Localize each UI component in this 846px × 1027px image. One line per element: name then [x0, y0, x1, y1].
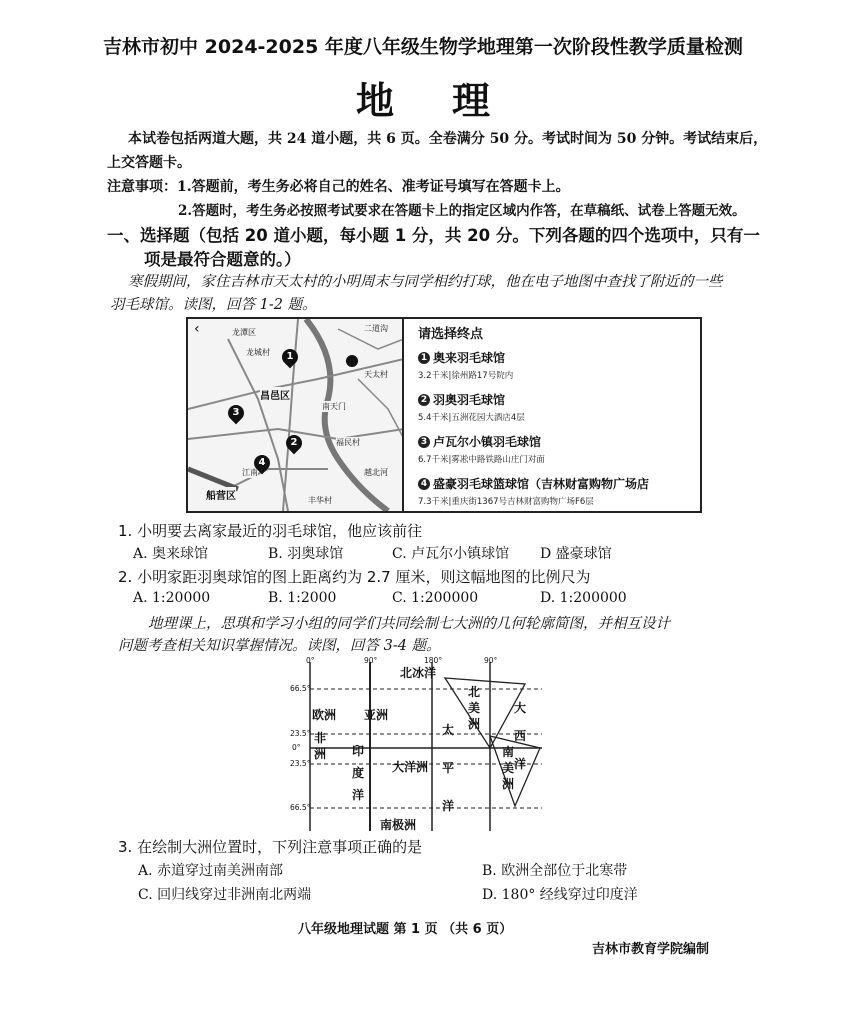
map-label: 越北河 [364, 468, 388, 477]
lon-label: 90° [484, 656, 498, 665]
map-label: 天太村 [364, 370, 388, 379]
map-pin-4[interactable]: 4 [251, 452, 274, 475]
map-label: 龙潭区 [232, 328, 256, 337]
street-map-roads [188, 319, 404, 511]
note-1: 注意事项：1.答题前，考生务必将自己的姓名、准考证号填写在答题卡上。 [107, 179, 570, 195]
destination-name: 奥来羽毛球馆 [433, 351, 506, 365]
map-label: 福民村 [336, 438, 360, 447]
destination-item[interactable] [418, 391, 525, 423]
q3-option-c[interactable]: C. 回归线穿过非洲南北两端 [138, 887, 312, 903]
number-badge: 4 [418, 478, 430, 490]
number-badge: 3 [418, 436, 430, 448]
q1-option-a[interactable]: A. 奥来球馆 [133, 546, 209, 562]
map-pin-3[interactable]: 3 [225, 402, 248, 425]
region-label: 非洲 [314, 731, 327, 761]
number-badge: 2 [418, 394, 430, 406]
region-label: 太平洋 [442, 723, 455, 813]
region-label: 大洋洲 [392, 760, 429, 774]
destination-name: 羽奥羽毛球馆 [433, 393, 506, 407]
intro2-line1: 地理课上，思琪和学习小组的同学们共同绘制七大洲的几何轮廓简图，并相互设计 [148, 616, 670, 632]
chevron-left-icon[interactable]: ‹ [194, 321, 200, 337]
destination-name: 盛豪羽毛球篮球馆（吉林财富购物广场店 [433, 477, 650, 491]
lon-label: 90° [364, 656, 378, 665]
q3-option-b[interactable]: B. 欧洲全部位于北寒带 [482, 863, 628, 879]
question-1: 1. 小明要去离家最近的羽毛球馆，他应该前往 [118, 522, 423, 540]
q2-option-d[interactable]: D. 1:200000 [540, 590, 627, 606]
region-label: 北美洲 [468, 685, 481, 731]
lat-label: 66.5° [290, 684, 311, 693]
intro1-line2: 羽毛球馆。读图，回答 1-2 题。 [110, 297, 317, 313]
destination-panel [402, 317, 702, 513]
q2-option-a[interactable]: A. 1:20000 [133, 590, 211, 606]
instructions-line2: 上交答题卡。 [107, 155, 191, 171]
lon-label: 0° [306, 656, 315, 665]
destination-item[interactable] [418, 475, 649, 507]
map-label: 昌邑区 [260, 387, 290, 402]
q3-option-a[interactable]: A. 赤道穿过南美洲南部 [138, 863, 284, 879]
q1-option-d[interactable]: D 盛豪球馆 [540, 546, 612, 562]
lat-label: 0° [292, 743, 301, 752]
destination-desc: 7.3千米|重庆街1367号吉林财富购物广场F6层 [418, 497, 594, 507]
lon-label: 180° [424, 656, 443, 665]
region-label: 南极洲 [380, 818, 417, 832]
q2-option-b[interactable]: B. 1:2000 [268, 590, 337, 606]
lat-label: 23.5° [290, 729, 311, 738]
map-label: 江南 [242, 468, 258, 477]
lat-label: 66.5° [290, 803, 311, 812]
intro2-line2: 问题考查相关知识掌握情况。读图，回答 3-4 题。 [118, 638, 441, 654]
q1-option-b[interactable]: B. 羽奥球馆 [268, 546, 344, 562]
map-pin-2[interactable]: 2 [283, 432, 306, 455]
region-label: 印度洋 [352, 744, 365, 802]
map-label: 龙城村 [246, 348, 270, 357]
page-footer: 八年级地理试题 第 1 页 （共 6 页） [298, 922, 513, 937]
q3-option-d[interactable]: D. 180° 经线穿过印度洋 [482, 887, 638, 903]
section-one-line2: 项是最符合题意的。） [144, 250, 301, 269]
region-label: 南美洲 [502, 745, 515, 791]
lat-label: 23.5° [290, 759, 311, 768]
instructions-line1: 本试卷包括两道大题，共 24 道小题，共 6 页。全卷满分 50 分。考试时间为 50 分钟。考试结束后， [128, 131, 768, 147]
q1-option-c[interactable]: C. 卢瓦尔小镇球馆 [392, 546, 510, 562]
note-2: 2.答题时，考生务必按照考试要求在答题卡上的指定区域内作答，在草稿纸、试卷上答题无效。 [178, 203, 746, 219]
exam-header: 吉林市初中 2024-2025 年度八年级生物学地理第一次阶段性教学质量检测 [103, 36, 743, 58]
destination-desc: 6.7千米|雾凇中路铁路山庄门对面 [418, 455, 545, 465]
region-label: 北冰洋 [400, 666, 437, 680]
question-2: 2. 小明家距羽奥球馆的图上距离约为 2.7 厘米，则这幅地图的比例尺为 [118, 568, 591, 586]
q2-option-c[interactable]: C. 1:200000 [392, 590, 479, 606]
map-label: 丰华村 [308, 496, 332, 505]
region-label: 亚洲 [364, 708, 389, 722]
publisher: 吉林市教育学院编制 [592, 942, 710, 957]
section-one-line1: 一、选择题（包括 20 道小题，每小题 1 分，共 20 分。下列各题的四个选项中，只有一 [107, 226, 760, 245]
subject-title: 地理 [355, 78, 548, 123]
map-pin-1[interactable]: 1 [279, 346, 302, 369]
destination-desc: 5.4千米|五洲花园大酒店4层 [418, 413, 525, 423]
panel-heading: 请选择终点 [418, 327, 484, 342]
destination-item[interactable] [418, 349, 513, 381]
map-label: 船营区 [206, 487, 236, 502]
home-pin-icon [346, 355, 358, 367]
destination-name: 卢瓦尔小镇羽毛球馆 [433, 435, 542, 449]
intro1-line1: 寒假期间，家住吉林市天太村的小明周末与同学相约打球，他在电子地图中查找了附近的一些 [128, 274, 723, 290]
map-label: 南天门 [322, 402, 346, 411]
destination-item[interactable] [418, 433, 545, 465]
continent-sketch-map [290, 656, 542, 831]
number-badge: 1 [418, 352, 430, 364]
region-label: 大西洋 [514, 701, 527, 771]
question-3: 3. 在绘制大洲位置时，下列注意事项正确的是 [118, 838, 423, 856]
map-label: 二道沟 [364, 324, 388, 333]
region-label: 欧洲 [312, 708, 337, 722]
destination-desc: 3.2千米|徐州路17号院内 [418, 371, 514, 381]
street-map [186, 317, 406, 513]
